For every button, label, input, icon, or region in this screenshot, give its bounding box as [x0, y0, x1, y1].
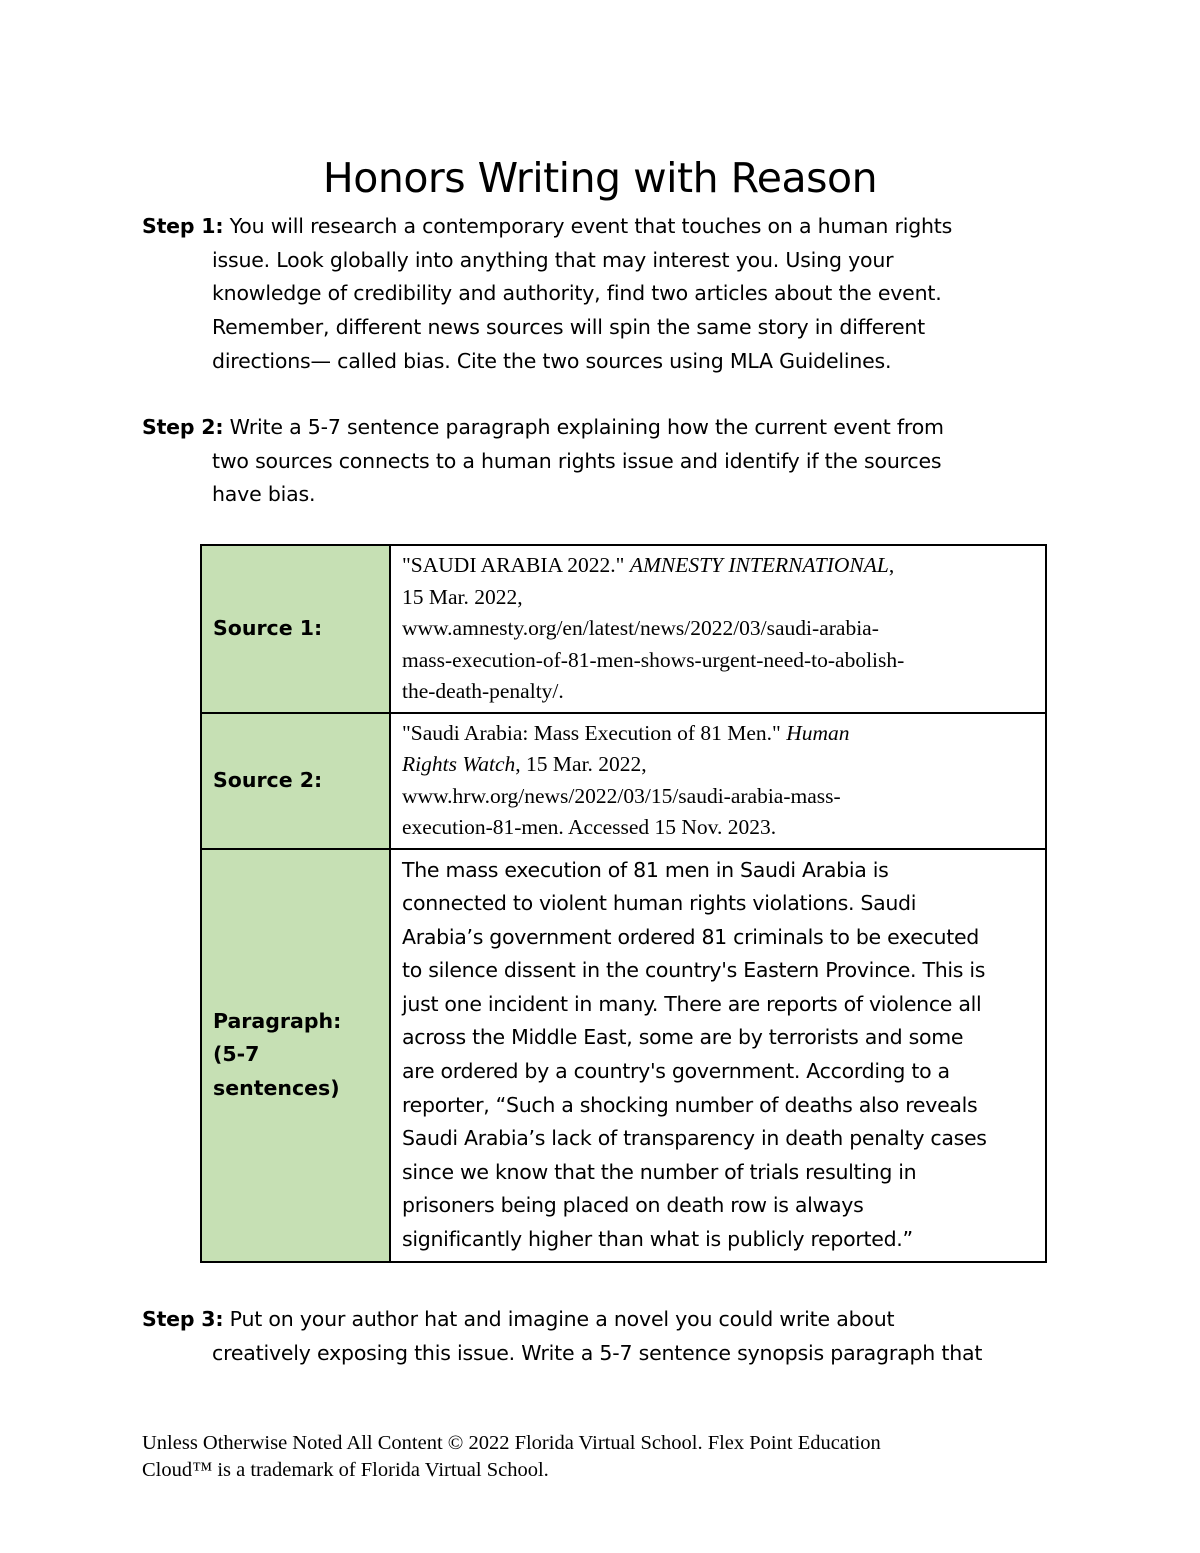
source-1-citation: "SAUDI ARABIA 2022." AMNESTY INTERNATIONAL, 15 Mar. 2022, www.amnesty.org/en/latest/news/2022/03/saudi-arabia- mass-execution-of-81-men-shows-urgent-need-to-abolish- the-death-penalty/.	[390, 545, 1046, 713]
step-1-line: issue. Look globally into anything that may interest you. Using your	[212, 247, 894, 272]
step-1-label: Step 1:	[142, 214, 224, 238]
step-1	[142, 210, 1062, 379]
sources-table	[200, 544, 1047, 1263]
step-1-line: directions— called bias. Cite the two sources using MLA Guidelines.	[212, 348, 892, 373]
step-2	[142, 411, 1062, 512]
source-2-label: Source 2:	[201, 713, 390, 849]
paragraph-label: Paragraph: (5-7 sentences)	[201, 849, 390, 1262]
table-row-paragraph	[201, 849, 1046, 1262]
table-row-source-2	[201, 713, 1046, 849]
step-1-line: You will research a contemporary event that touches on a human rights	[229, 214, 953, 238]
step-1-line: Remember, different news sources will spin the same story in different	[212, 315, 925, 340]
step-3-line: creatively exposing this issue. Write a 5-7 sentence synopsis paragraph that	[212, 1340, 983, 1365]
page-title: Honors Writing with Reason	[322, 154, 878, 202]
step-2-line: two sources connects to a human rights issue and identify if the sources	[212, 448, 942, 473]
step-2-line: Write a 5-7 sentence paragraph explaining how the current event from	[229, 415, 944, 439]
copyright-footer: Unless Otherwise Noted All Content © 2022 Florida Virtual School. Flex Point Education Cloud™ is a trademark of Florida Virtual School.	[142, 1432, 881, 1481]
step-3	[142, 1303, 1062, 1370]
table-row-source-1	[201, 545, 1046, 713]
paragraph-text: The mass execution of 81 men in Saudi Arabia is connected to violent human rights violations. Saudi Arabia’s government ordered 81 criminals to be executed to silence dissent in the country's Eastern Province. This is just one incident in many. There are reports of violence all across the Middle East, some are by terrorists and some are ordered by a country's government. According to a reporter, “Such a shocking number of deaths also reveals Saudi Arabia’s lack of transparency in death penalty cases since we know that the number of trials resulting in prisoners being placed on death row is always significantly higher than what is publicly reported.”	[390, 849, 1046, 1262]
step-2-label: Step 2:	[142, 415, 224, 439]
step-2-line: have bias.	[212, 482, 316, 507]
step-3-label: Step 3:	[142, 1307, 224, 1331]
source-2-citation: "Saudi Arabia: Mass Execution of 81 Men." Human Rights Watch, 15 Mar. 2022, www.hrw.org/news/2022/03/15/saudi-arabia-mass- execution-81-men. Accessed 15 Nov. 2023.	[390, 713, 1046, 849]
source-1-label: Source 1:	[201, 545, 390, 713]
step-3-line: Put on your author hat and imagine a novel you could write about	[229, 1307, 895, 1331]
step-1-line: knowledge of credibility and authority, find two articles about the event.	[212, 281, 942, 306]
